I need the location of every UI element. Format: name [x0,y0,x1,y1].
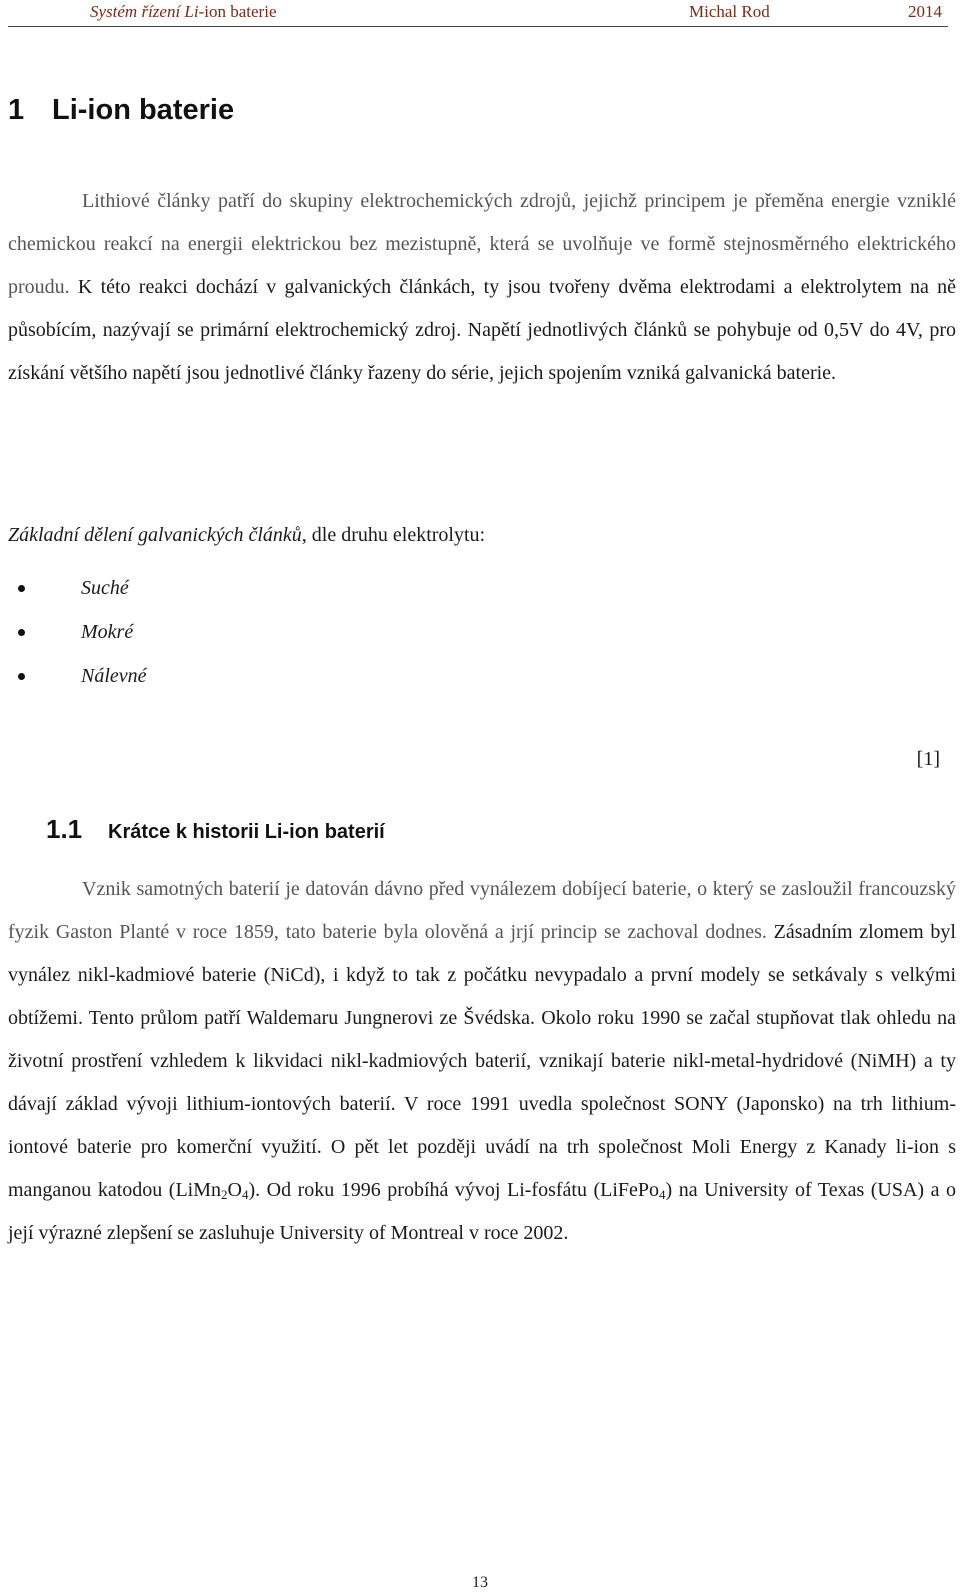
bullet-icon [18,673,25,680]
page-number: 13 [472,1574,488,1591]
electrolyte-list [8,568,147,700]
chapter-heading [8,94,234,127]
chapter-number: 1 [8,94,25,126]
header-author: Michal Rod [689,2,770,21]
chapter-title: Li-ion baterie [52,94,235,126]
bullet-icon [18,629,25,636]
list-item: Suché [8,568,147,612]
section-title: Krátce k historii Li-ion baterií [108,821,385,843]
bullet-icon [18,585,25,592]
list-item: Mokré [8,612,147,656]
paragraph-history: Vznik samotných baterií je datován dávno před vynálezem dobíjecí baterie, o který se zasloužil francouzský fyzik Gaston Planté v roce 1859, tato baterie byla olověná a jrjí princip se zachoval dodnes. Zásadním zlomem byl vynález nikl-kadmiové baterie (NiCd), i když to tak z počátku nevypadalo a první modely se setkávaly s velkými obtížemi. Tento průlom patří Waldemaru Jungnerovi ze Švédska. Okolo roku 1990 se začal stupňovat tlak ohledu na životní prostření vzhledem k likvidaci nikl-kadmiových baterií, vznikají baterie nikl-metal-hydridové (NiMH) a ty dávají základ vývoji lithium-iontových baterií. V roce 1991 uvedla společnost SONY (Japonsko) na trh lithium-iontové baterie pro komerční využití. O pět let později uvádí na trh společnost Moli Energy z Kanady li-ion s manganou katodou $(LiMn_2O_4)$. Od roku 1996 probíhá vývoj Li-fosfátu (LiFePo$_4$) na University of Texas (USA) a o její výrazné zlepšení se zasluhuje University of Montreal v roce 2002. [8,878,956,1244]
header-title: Systém řízení Li-ion baterie [90,2,277,21]
section-number: 1.1 [46,814,83,844]
section-heading [46,814,385,845]
paragraph-intro: Lithiové články patří do skupiny elektrochemických zdrojů, jejichž principem je přeměna energie vzniklé chemickou reakcí na energii elektrickou bez mezistupně, která se uvolňuje ve formě stejnosměrného elektrického proudu. K této reakci dochází v galvanických článkách, ty jsou tvořeny dvěma elektrodami a elektrolytem na ně působícím, nazývají se primární elektrochemický zdroj. Napětí jednotlivých článků se pohybuje od 0,5V do 4V, pro získání většího napětí jsou jednotlivé články řazeny do série, jejich spojením vzniká galvanická baterie. [8,190,957,384]
division-intro: Základní dělení galvanických článků, dle druhu elektrolytu: [8,524,486,546]
list-item: Nálevné [8,656,147,700]
citation-reference: [1] [916,748,940,770]
header-year: 2014 [908,2,942,21]
page-header [8,0,948,27]
